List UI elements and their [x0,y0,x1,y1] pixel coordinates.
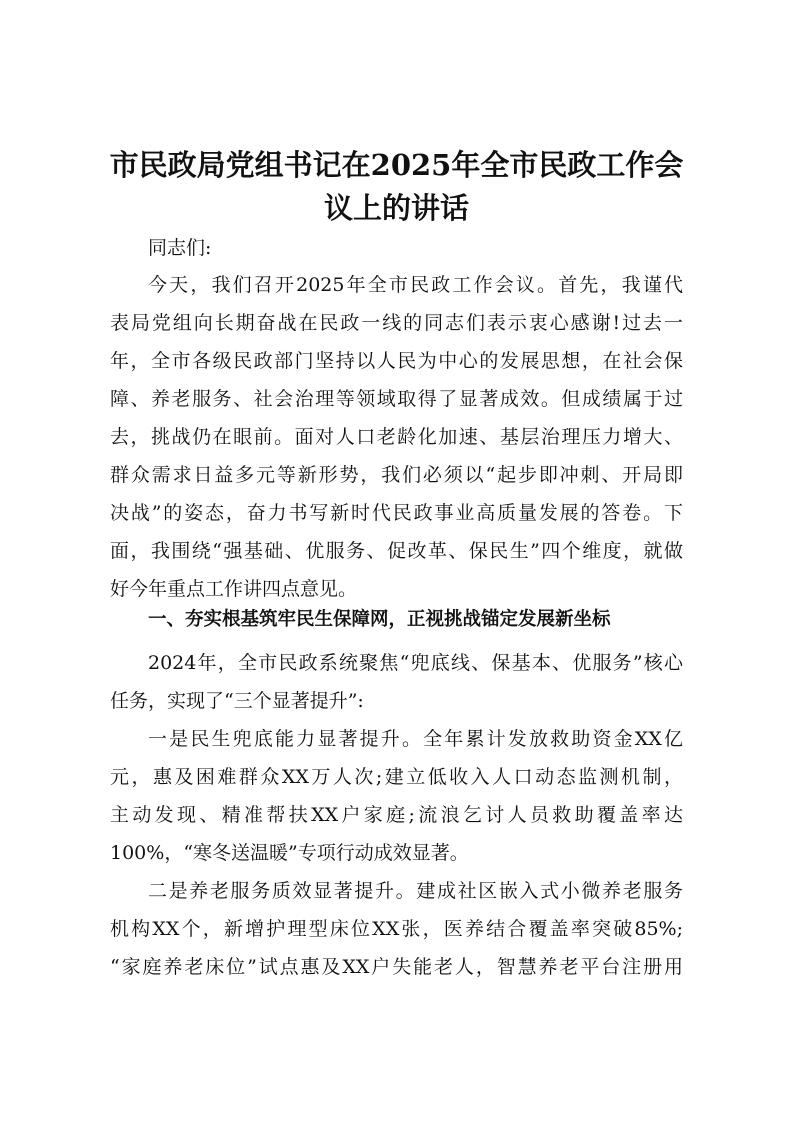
paragraph-line: 好今年重点工作讲四点意见。 [110,578,358,600]
salutation: 同志们: [148,237,212,259]
paragraph-line: 群众需求日益多元等新形势，我们必须以“起步即冲刺、开局即 [110,464,683,486]
paragraph-line: 100%，“寒冬送温暖”专项行动成效显著。 [110,842,469,864]
paragraph-line: 任务，实现了“三个显著提升”: [110,690,364,712]
paragraph-line: 一是民生兜底能力显著提升。全年累计发放救助资金XX亿 [148,728,683,750]
paragraph-line: 今天，我们召开2025年全市民政工作会议。首先，我谨代 [148,274,683,296]
paragraph-line: 决战”的姿态，奋力书写新时代民政事业高质量发展的答卷。下 [110,502,683,524]
paragraph-line: 面，我围绕“强基础、优服务、促改革、保民生”四个维度，就做 [110,540,683,562]
paragraph-line: 障、养老服务、社会治理等领域取得了显著成效。但成绩属于过 [110,388,683,410]
paragraph-line: 去，挑战仍在眼前。面对人口老龄化加速、基层治理压力增大、 [110,426,683,448]
paragraph-line: 2024年，全市民政系统聚焦“兜底线、保基本、优服务”核心 [148,652,683,674]
paragraph-line: 表局党组向长期奋战在民政一线的同志们表示衷心感谢!过去一 [110,312,683,334]
paragraph-line: 二是养老服务质效显著提升。建成社区嵌入式小微养老服务 [148,880,683,902]
paragraph-line: 主动发现、精准帮扶XX户家庭;流浪乞讨人员救助覆盖率达 [110,804,683,826]
section-heading: 一、夯实根基筑牢民生保障网，正视挑战锚定发展新坐标 [148,609,611,630]
document-title-line-2: 议上的讲话 [323,191,469,225]
paragraph-line: 机构XX个，新增护理型床位XX张，医养结合覆盖率突破85%; [110,918,683,940]
document-title-line-1: 市民政局党组书记在2025年全市民政工作会 [109,148,684,182]
paragraph-line: 年，全市各级民政部门坚持以人民为中心的发展思想，在社会保 [110,350,683,372]
paragraph-line: 元，惠及困难群众XX万人次;建立低收入人口动态监测机制， [110,766,683,788]
paragraph-line: “家庭养老床位”试点惠及XX户失能老人，智慧养老平台注册用 [110,956,683,978]
